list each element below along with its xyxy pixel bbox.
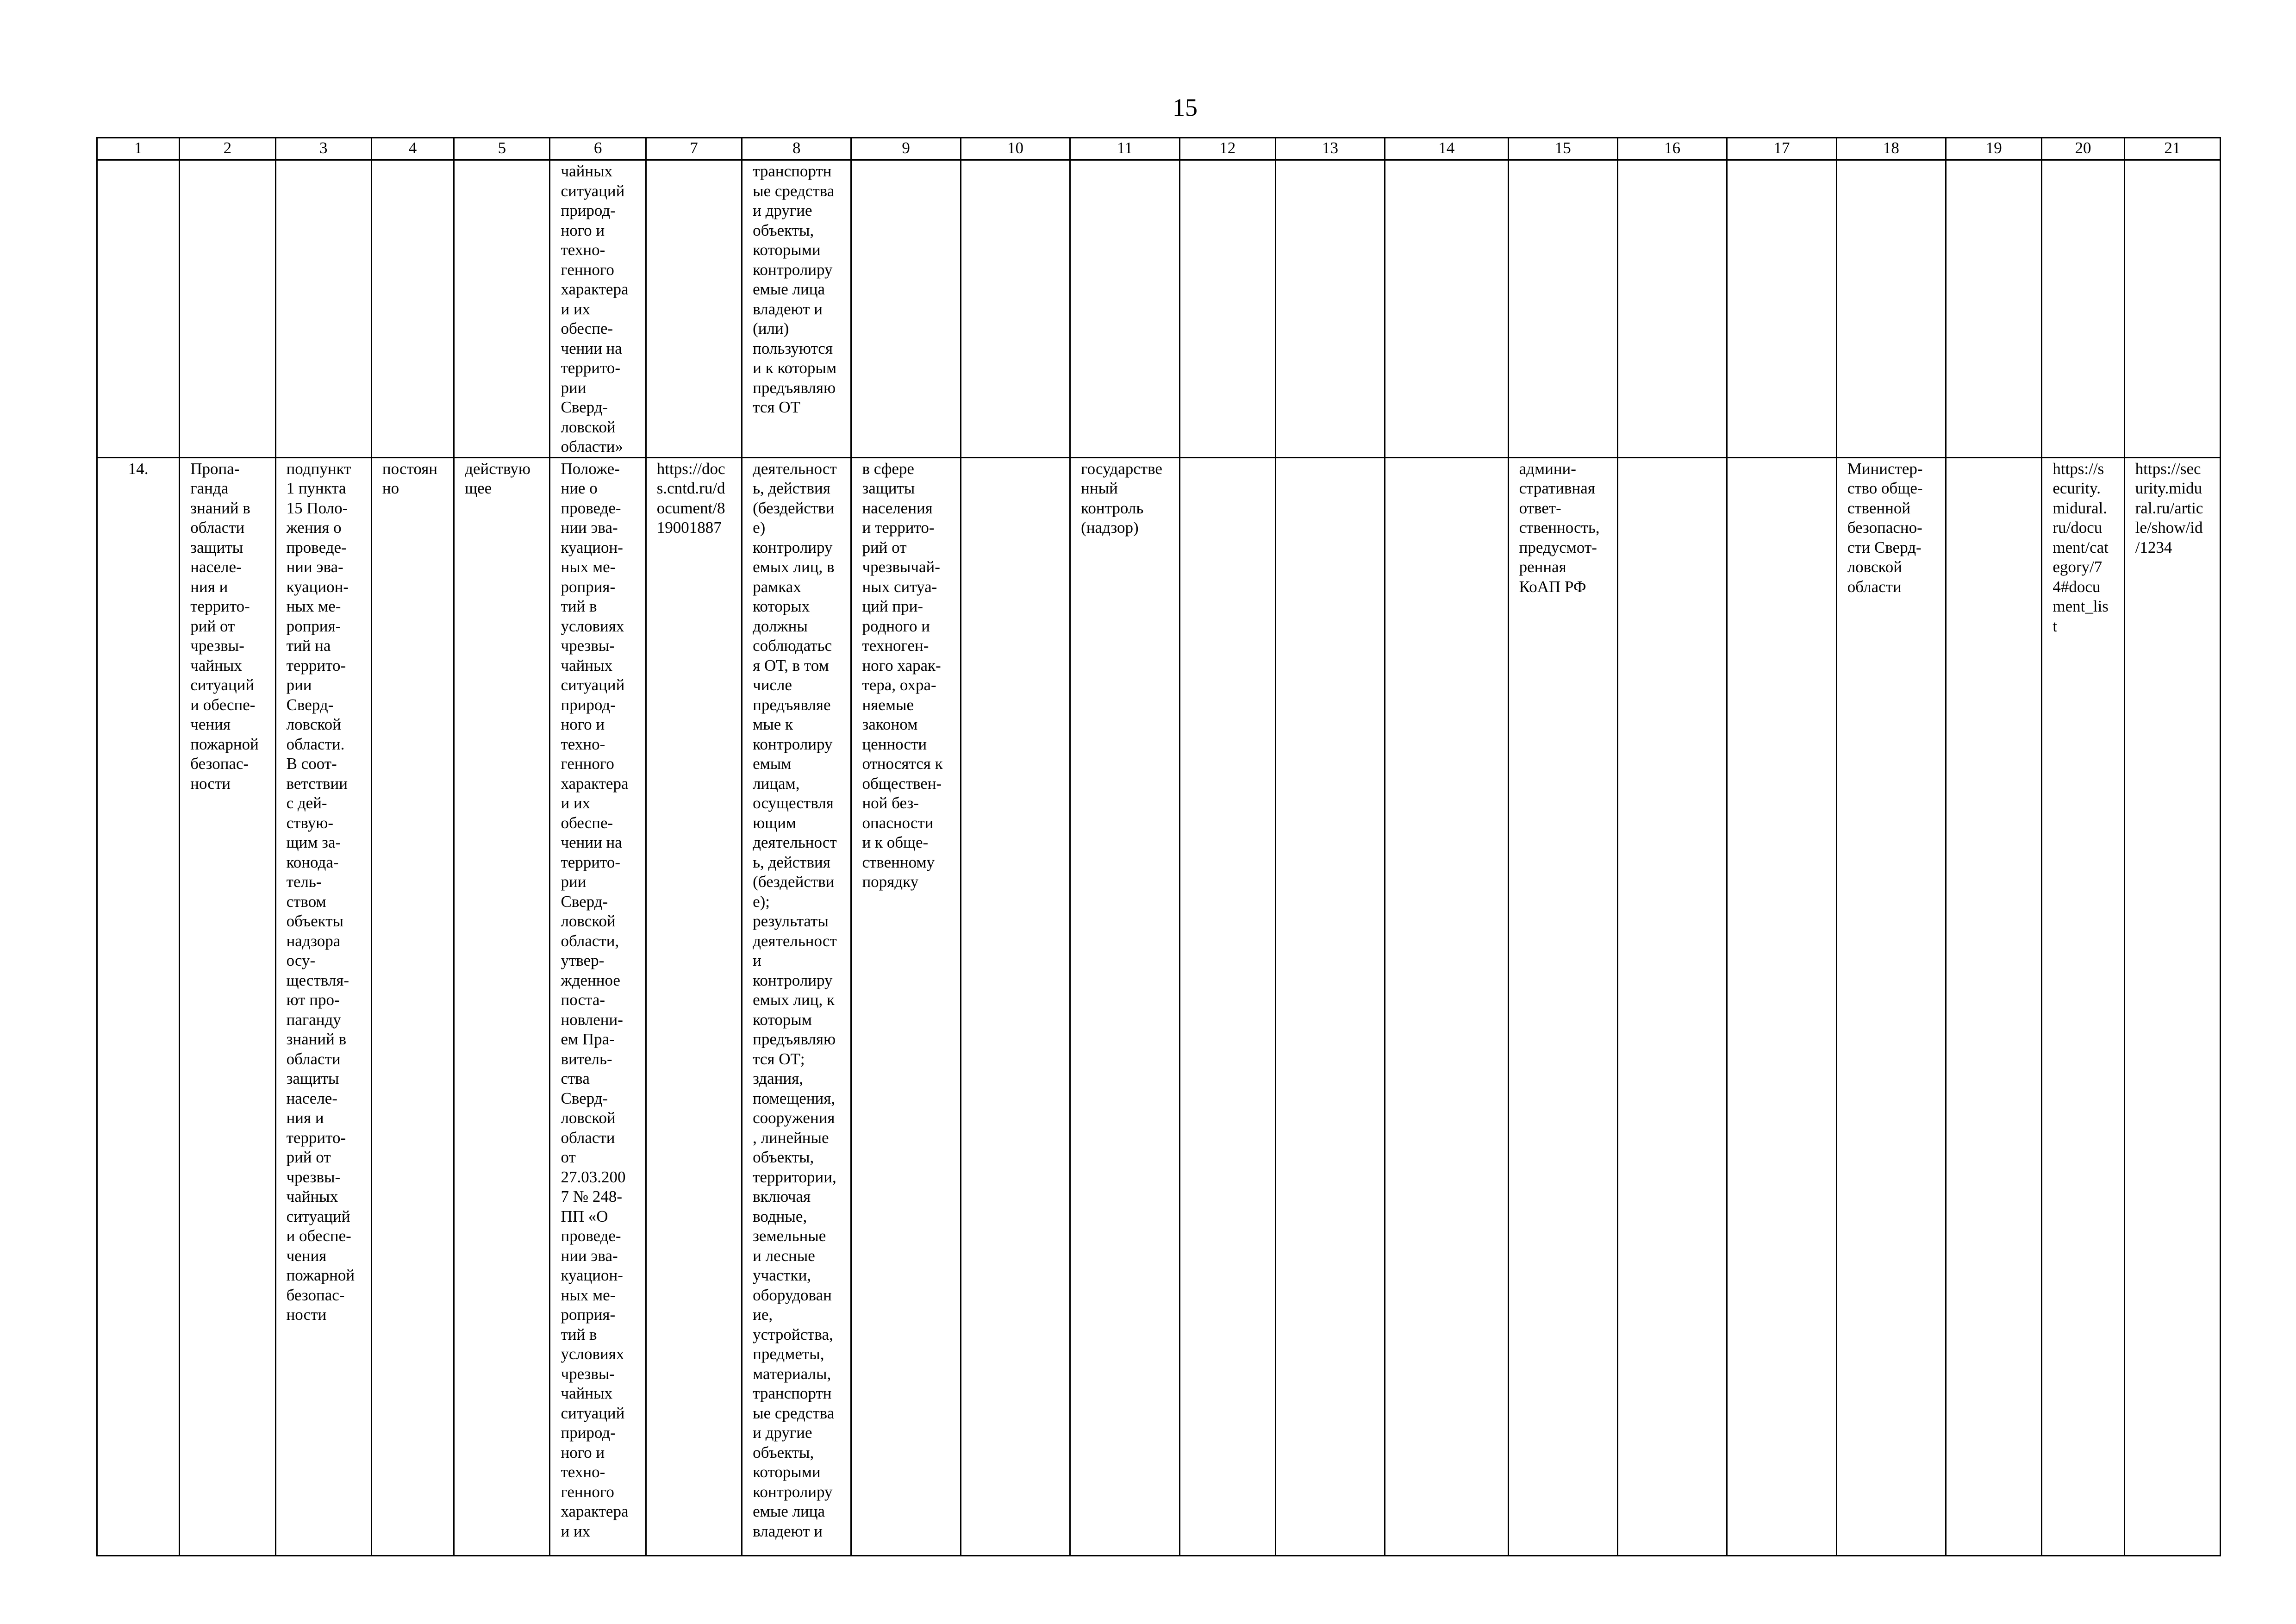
- column-number-6: 6: [550, 138, 646, 160]
- column-number-3: 3: [275, 138, 371, 160]
- table-cell-col-16: [1617, 160, 1727, 458]
- table-cell-col-7: https://doc s.cntd.ru/d ocument/8 19001887: [646, 457, 742, 1555]
- column-number-10: 10: [961, 138, 1070, 160]
- table-cell-col-9: [851, 160, 961, 458]
- column-number-16: 16: [1617, 138, 1727, 160]
- table-cell-col-21: https://sec urity.midu ral.ru/artic le/show/id /1234: [2124, 457, 2220, 1555]
- column-number-2: 2: [180, 138, 275, 160]
- table-cell-col-3: [275, 160, 371, 458]
- table-cell-col-7: [646, 160, 742, 458]
- table-cell-col-19: [1946, 160, 2042, 458]
- table-cell-col-18: [1836, 160, 1946, 458]
- table-cell-col-2: [180, 160, 275, 458]
- column-number-14: 14: [1385, 138, 1508, 160]
- table-cell-col-5: действую щее: [454, 457, 550, 1555]
- table-cell-col-14: [1385, 160, 1508, 458]
- table-cell-col-10: [961, 160, 1070, 458]
- column-number-12: 12: [1179, 138, 1275, 160]
- table-cell-col-6: чайных ситуаций природ- ного и техно- генного характера и их обеспе- чении на террито- рии Сверд- ловской области»: [550, 160, 646, 458]
- table-cell-col-14: [1385, 457, 1508, 1555]
- column-number-20: 20: [2042, 138, 2124, 160]
- column-number-9: 9: [851, 138, 961, 160]
- table-cell-col-19: [1946, 457, 2042, 1555]
- column-number-4: 4: [371, 138, 454, 160]
- column-number-19: 19: [1946, 138, 2042, 160]
- column-number-7: 7: [646, 138, 742, 160]
- column-number-11: 11: [1070, 138, 1179, 160]
- register-table: [96, 137, 2221, 1556]
- table-cell-col-11: [1070, 160, 1179, 458]
- table-row: [97, 160, 2221, 458]
- table-cell-col-13: [1275, 160, 1385, 458]
- table-cell-col-2: Пропа- ганда знаний в области защиты населе- ния и террито- рий от чрезвы- чайных ситуаций и обеспе- чения пожарной безопас- ности: [180, 457, 275, 1555]
- table-cell-col-1: [97, 160, 180, 458]
- table-cell-col-12: [1179, 160, 1275, 458]
- table-row: [97, 457, 2221, 1555]
- column-number-15: 15: [1508, 138, 1617, 160]
- table-cell-col-3: подпункт 1 пункта 15 Поло- жения о проведе- нии эва- куацион- ных ме- роприя- тий на террито- рии Сверд- ловской области. В соот- ветствии с дей- ствую- щим за- конода- тель- ством объекты надзора осу- ществля- ют про- паганду знаний в области защиты населе- ния и террито- рий от чрезвы- чайных ситуаций и обеспе- чения пожарной безопас- ности: [275, 457, 371, 1555]
- column-number-1: 1: [97, 138, 180, 160]
- table-body: [97, 138, 2221, 1556]
- table-cell-col-20: https://s ecurity. midural. ru/docu ment/cat egory/7 4#docu ment_lis t: [2042, 457, 2124, 1555]
- table-cell-col-6: Положе- ние о проведе- нии эва- куацион- ных ме- роприя- тий в условиях чрезвы- чайных ситуаций природ- ного и техно- генного характера и их обеспе- чении на террито- рии Сверд- ловской области, утвер- жденное поста- новлени- ем Пра- витель- ства Сверд- ловской области от 27.03.200 7 № 248- ПП «О проведе- нии эва- куацион- ных ме- роприя- тий в условиях чрезвы- чайных ситуаций природ- ного и техно- генного характера и их: [550, 457, 646, 1555]
- table-cell-col-20: [2042, 160, 2124, 458]
- table-cell-col-17: [1727, 457, 1836, 1555]
- column-number-21: 21: [2124, 138, 2220, 160]
- table-cell-col-13: [1275, 457, 1385, 1555]
- table-cell-col-16: [1617, 457, 1727, 1555]
- column-number-8: 8: [742, 138, 851, 160]
- table-cell-col-15: админи- стративная ответ- ственность, предусмот- ренная КоАП РФ: [1508, 457, 1617, 1555]
- table-cell-col-1: 14.: [97, 457, 180, 1555]
- column-number-row: [97, 138, 2221, 160]
- table-cell-col-21: [2124, 160, 2220, 458]
- table-cell-col-10: [961, 457, 1070, 1555]
- column-number-13: 13: [1275, 138, 1385, 160]
- column-number-17: 17: [1727, 138, 1836, 160]
- table-cell-col-11: государстве нный контроль (надзор): [1070, 457, 1179, 1555]
- table-cell-col-4: [371, 160, 454, 458]
- table-cell-col-17: [1727, 160, 1836, 458]
- table-cell-col-9: в сфере защиты населения и террито- рий от чрезвычай- ных ситуа- ций при- родного и техноген- ного харак- тера, охра- няемые законом ценности относятся к обществен- ной без- опасности и к обще- ственному порядку: [851, 457, 961, 1555]
- column-number-18: 18: [1836, 138, 1946, 160]
- table-cell-col-5: [454, 160, 550, 458]
- table-cell-col-4: постоян но: [371, 457, 454, 1555]
- column-number-5: 5: [454, 138, 550, 160]
- table-cell-col-18: Министер- ство обще- ственной безопасно- сти Сверд- ловской области: [1836, 457, 1946, 1555]
- table-cell-col-8: транспортн ые средства и другие объекты, которыми контролиру емые лица владеют и (или) пользуются и к которым предъявляю тся ОТ: [742, 160, 851, 458]
- table-cell-col-8: деятельност ь, действия (бездействи е) контролиру емых лиц, в рамках которых должны соблюдатьс я ОТ, в том числе предъявляе мые к контролиру емым лицам, осуществля ющим деятельност ь, действия (бездействи е); результаты деятельност и контролиру емых лиц, к которым предъявляю тся ОТ; здания, помещения, сооружения , линейные объекты, территории, включая водные, земельные и лесные участки, оборудован ие, устройства, предметы, материалы, транспортн ые средства и другие объекты, которыми контролиру емые лица владеют и: [742, 457, 851, 1555]
- table-cell-col-12: [1179, 457, 1275, 1555]
- table-cell-col-15: [1508, 160, 1617, 458]
- page-number: 15: [1173, 94, 1198, 121]
